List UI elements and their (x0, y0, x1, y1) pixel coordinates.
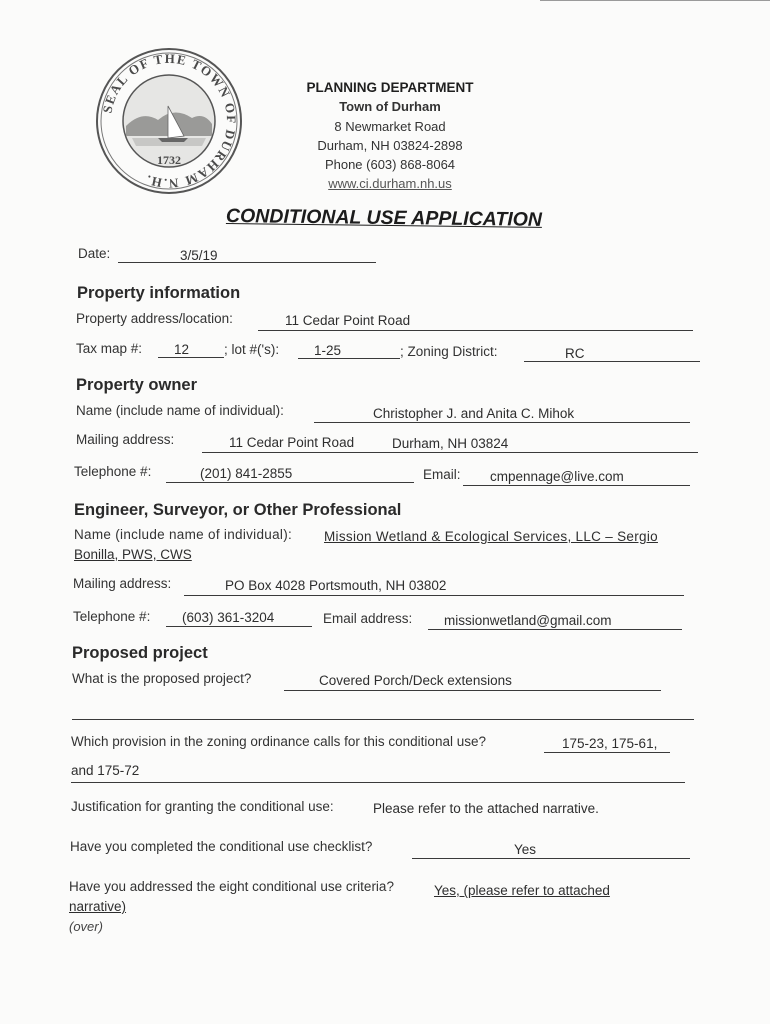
criteria-question-label: Have you addressed the eight conditional use criteria? (69, 879, 394, 894)
city-address: Durham, NH 03824-2898 (317, 137, 463, 153)
lot-label: ; lot #('s): (224, 342, 280, 357)
engineer-mailing-label: Mailing address: (73, 576, 172, 591)
zoning-provision-value-continued[interactable]: and 175-72 (71, 763, 140, 778)
checklist-answer-value[interactable]: Yes (514, 842, 537, 857)
owner-mailing-label: Mailing address: (76, 432, 175, 447)
engineer-phone-line (166, 626, 312, 627)
town-name: Town of Durham (339, 99, 441, 115)
zoning-provision-line (544, 752, 670, 753)
engineer-name-label: Name (include name of individual): (74, 527, 293, 542)
owner-phone-value[interactable]: (201) 841-2855 (200, 466, 293, 481)
justification-label: Justification for granting the conditional use: (71, 799, 334, 814)
zoning-label: ; Zoning District: (400, 344, 498, 359)
property-address-value[interactable]: 11 Cedar Point Road (285, 313, 411, 328)
engineer-email-line (428, 629, 682, 630)
zoning-provision-line-2 (71, 782, 685, 783)
zoning-provision-value[interactable]: 175-23, 175-61, (562, 736, 658, 751)
tax-map-value[interactable]: 12 (174, 342, 190, 357)
date-value[interactable]: 3/5/19 (180, 248, 218, 263)
owner-name-line (314, 422, 690, 423)
engineer-mailing-line (184, 595, 684, 596)
engineer-email-label: Email address: (323, 611, 413, 626)
engineer-name-value-continued[interactable]: Bonilla, PWS, CWS (74, 547, 192, 562)
owner-mailing-value[interactable]: 11 Cedar Point Road (229, 435, 355, 450)
lot-line (298, 358, 400, 359)
scan-edge-line (540, 0, 770, 1)
town-seal-logo (92, 46, 246, 196)
department-header (262, 78, 518, 194)
over-note: (over) (69, 919, 103, 934)
property-owner-heading: Property owner (76, 376, 198, 394)
date-line (118, 262, 376, 263)
project-answer-value[interactable]: Covered Porch/Deck extensions (319, 673, 512, 688)
owner-mailing-line (202, 452, 698, 453)
owner-email-label: Email: (423, 467, 461, 482)
justification-value[interactable]: Please refer to the attached narrative. (373, 801, 599, 816)
proposed-project-heading: Proposed project (72, 644, 208, 662)
tax-map-line (158, 357, 224, 358)
street-address: 8 Newmarket Road (334, 118, 446, 134)
project-question-label: What is the proposed project? (72, 671, 252, 686)
property-address-label: Property address/location: (76, 311, 233, 326)
zoning-value[interactable]: RC (565, 346, 585, 361)
owner-name-label: Name (include name of individual): (76, 403, 284, 418)
project-answer-line-2 (72, 719, 694, 720)
criteria-answer-value[interactable]: Yes, (please refer to attached (434, 883, 610, 898)
engineer-name-value[interactable]: Mission Wetland & Ecological Services, LLC – Sergio (324, 529, 658, 544)
property-address-line (258, 330, 693, 331)
seal-text: SEAL OF THE TOWN OF DURHAM N.H. (99, 50, 240, 192)
department-name: PLANNING DEPARTMENT (306, 80, 474, 95)
project-answer-line (284, 690, 661, 691)
owner-phone-line (166, 482, 414, 483)
owner-mailing-city[interactable]: Durham, NH 03824 (392, 436, 509, 451)
engineer-email-value[interactable]: missionwetland@gmail.com (444, 613, 612, 628)
tax-map-label: Tax map #: (76, 341, 143, 356)
form-title: CONDITIONAL USE APPLICATION (225, 205, 543, 231)
checklist-question-label: Have you completed the conditional use checklist? (70, 839, 373, 854)
property-info-heading: Property information (77, 284, 241, 302)
phone-number: Phone (603) 868-8064 (324, 157, 456, 173)
engineer-heading: Engineer, Surveyor, or Other Professional (74, 501, 402, 519)
owner-phone-label: Telephone #: (74, 464, 152, 479)
engineer-phone-label: Telephone #: (73, 609, 151, 624)
website-link[interactable]: www.ci.durham.nh.us (328, 176, 452, 192)
checklist-answer-line (412, 858, 690, 859)
date-label: Date: (78, 246, 111, 261)
engineer-phone-value[interactable]: (603) 361-3204 (182, 610, 275, 625)
owner-email-line (463, 485, 690, 486)
lot-value[interactable]: 1-25 (314, 343, 342, 358)
seal-year: 1732 (157, 153, 181, 167)
zoning-line (524, 361, 700, 362)
owner-email-value[interactable]: cmpennage@live.com (490, 469, 624, 484)
criteria-answer-value-continued[interactable]: narrative) (69, 899, 127, 914)
owner-name-value[interactable]: Christopher J. and Anita C. Mihok (373, 406, 575, 421)
engineer-mailing-value[interactable]: PO Box 4028 Portsmouth, NH 03802 (225, 578, 447, 593)
zoning-provision-label: Which provision in the zoning ordinance calls for this conditional use? (71, 734, 486, 749)
